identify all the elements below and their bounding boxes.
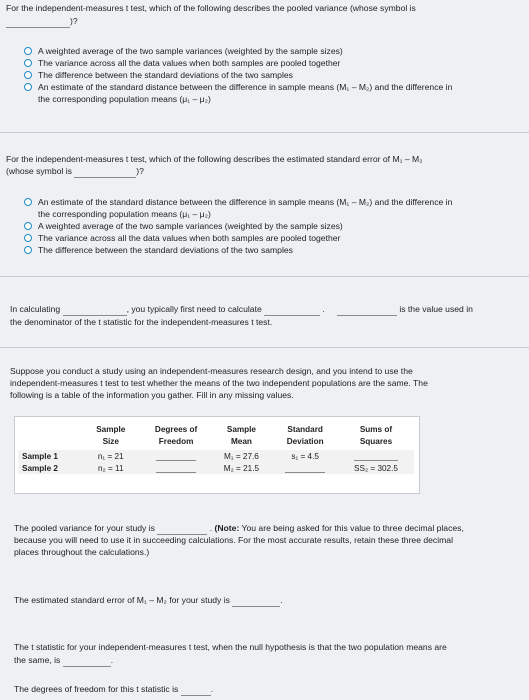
q2-prompt-line2 (6, 166, 144, 178)
q2-prompt: For the independent-measures t test, which of the following describes the estimated standard error of M₁ – M₂ (6, 154, 423, 164)
q1-option-2[interactable] (24, 58, 340, 70)
q1-symbol-dropdown[interactable] (6, 18, 70, 28)
q3-dropdown-2[interactable] (264, 306, 320, 316)
row-label-sample-2: Sample 2 (22, 463, 58, 473)
q2-option-3-label: The variance across all the data values when both samples are pooled together (38, 233, 341, 243)
divider (0, 276, 529, 277)
q7 (14, 684, 213, 696)
q4-dot: . (209, 523, 213, 533)
q2-option-2[interactable] (24, 221, 343, 233)
q5 (14, 595, 283, 607)
cell-mean-1: M₁ = 27.6 (223, 451, 259, 461)
header-standard-deviation-2: Deviation (286, 436, 324, 446)
divider (0, 132, 529, 133)
cell-mean-2: M₂ = 21.5 (223, 463, 260, 473)
radio-icon[interactable] (24, 246, 32, 254)
q4-note-text: You are being asked for this value to three decimal places, (241, 523, 464, 533)
q3-line1 (10, 304, 473, 316)
pooled-variance-input[interactable] (157, 525, 207, 535)
header-degrees-freedom-2: Freedom (158, 436, 194, 446)
q4-note-label: (Note: (214, 523, 240, 533)
q3-dropdown-1[interactable] (63, 306, 127, 316)
q3-dropdown-3[interactable] (337, 306, 397, 316)
radio-icon[interactable] (24, 234, 32, 242)
radio-icon[interactable] (24, 59, 32, 67)
cell-sd-1: s₁ = 4.5 (291, 451, 319, 461)
q2-option-3[interactable] (24, 233, 340, 245)
q1-option-4[interactable] (24, 82, 452, 94)
cell-df-1[interactable] (142, 450, 211, 462)
header-sample-size-2: Size (102, 436, 119, 446)
table-header-blank (18, 435, 80, 447)
df2-input[interactable] (156, 463, 196, 473)
table-header-blank (18, 423, 80, 435)
q6-line2 (14, 655, 113, 667)
radio-icon[interactable] (24, 198, 32, 206)
q3-part4: is the value used in (399, 304, 473, 314)
q2-option-1[interactable] (24, 197, 452, 209)
cell-sd-2[interactable] (272, 462, 338, 474)
q6-suffix: . (110, 655, 114, 665)
scenario-line3: following is a table of the information you gather. Fill in any missing values. (10, 390, 294, 400)
sd2-input[interactable] (285, 463, 325, 473)
q3-part3: . (322, 304, 325, 314)
header-sums-of-squares: Sums of (359, 424, 393, 434)
cell-ss-1[interactable] (338, 450, 414, 462)
q5-suffix: . (280, 595, 283, 605)
q4-line3: places throughout the calculations.) (14, 547, 150, 557)
q1-option-4-label: An estimate of the standard distance between the difference in sample means (M₁ – M₂) and the difference in (38, 82, 453, 92)
q1-prompt (6, 3, 416, 15)
table-header-row-2 (18, 435, 414, 447)
divider (0, 347, 529, 348)
q1-option-3[interactable] (24, 70, 293, 82)
header-degrees-freedom: Degrees of (154, 424, 198, 434)
cell-df-2[interactable] (142, 462, 211, 474)
q1-prompt-line2 (6, 16, 78, 28)
q2-option-1-label-line2: the corresponding population means (μ₁ – μ₂) (38, 209, 211, 219)
header-standard-deviation: Standard (287, 424, 323, 434)
table-row (18, 450, 414, 462)
q3-part2: , you typically first need to calculate (126, 304, 262, 314)
q1-option-1-label: A weighted average of the two sample variances (weighted by the sample sizes) (38, 46, 343, 56)
q2-option-2-label: A weighted average of the two sample variances (weighted by the sample sizes) (38, 221, 343, 231)
cell-ss-2: SS₂ = 302.5 (354, 463, 398, 473)
radio-icon[interactable] (24, 83, 32, 91)
q1-prompt-text: For the independent-measures t test, which of the following describes the pooled variance (whose symbol is (6, 3, 416, 13)
q2-option-4-label: The difference between the standard deviations of the two samples (38, 245, 293, 255)
data-table (18, 423, 414, 474)
q2-option-1-label: An estimate of the standard distance between the difference in sample means (M₁ – M₂) and the difference in (38, 197, 453, 207)
header-sample-mean-2: Mean (230, 436, 252, 446)
q1-option-2-label: The variance across all the data values when both samples are pooled together (38, 58, 341, 68)
q2-symbol-dropdown[interactable] (74, 168, 136, 178)
q2-option-4[interactable] (24, 245, 293, 257)
header-sample-size: Sample (96, 424, 126, 434)
header-sample-mean: Sample (226, 424, 256, 434)
q2-prompt-suffix: )? (136, 166, 144, 176)
radio-icon[interactable] (24, 71, 32, 79)
q7-suffix: . (210, 684, 214, 694)
q4-line1 (14, 523, 464, 535)
standard-error-input[interactable] (232, 595, 283, 607)
q6-prefix: the same, is (14, 655, 61, 665)
table-row (18, 462, 414, 474)
q2-prompt-prefix: (whose symbol is (6, 166, 72, 176)
q3-line2: the denominator of the t statistic for the independent-measures t test. (10, 317, 273, 327)
t-statistic-input[interactable] (63, 655, 114, 667)
ss1-input[interactable] (354, 451, 398, 461)
scenario-line1: Suppose you conduct a study using an independent-measures research design, and you intend to use the (10, 366, 413, 376)
q4-line2: because you will need to use it in succeeding calculations. For the most accurate results, retain these three decimal (14, 535, 453, 545)
q7-prefix: The degrees of freedom for this t statistic is (14, 684, 179, 694)
q1-prompt-suffix: )? (70, 16, 78, 26)
q3-part1: In calculating (10, 304, 61, 314)
q1-option-3-label: The difference between the standard deviations of the two samples (38, 70, 293, 80)
q4-prefix: The pooled variance for your study is (14, 523, 155, 533)
q6-line1: The t statistic for your independent-measures t test, when the null hypothesis is that the two population means are (14, 642, 447, 652)
radio-icon[interactable] (24, 222, 32, 230)
table-header-row-1 (18, 423, 414, 435)
header-sums-of-squares-2: Squares (359, 436, 393, 446)
row-label-sample-1: Sample 1 (22, 451, 58, 461)
scenario-line2: independent-measures t test to test whether the means of the two independent populations are the same. The (10, 378, 428, 388)
cell-size-2: n₂ = 11 (97, 463, 124, 473)
cell-size-1: n₁ = 21 (97, 451, 124, 461)
degrees-freedom-input[interactable] (181, 684, 214, 696)
q1-option-4-label-line2: the corresponding population means (μ₁ – μ₂) (38, 94, 211, 104)
q1-option-1[interactable] (24, 46, 343, 58)
df1-input[interactable] (156, 451, 196, 461)
radio-icon[interactable] (24, 47, 32, 55)
q5-prefix: The estimated standard error of M₁ – M₂ for your study is (14, 595, 230, 605)
